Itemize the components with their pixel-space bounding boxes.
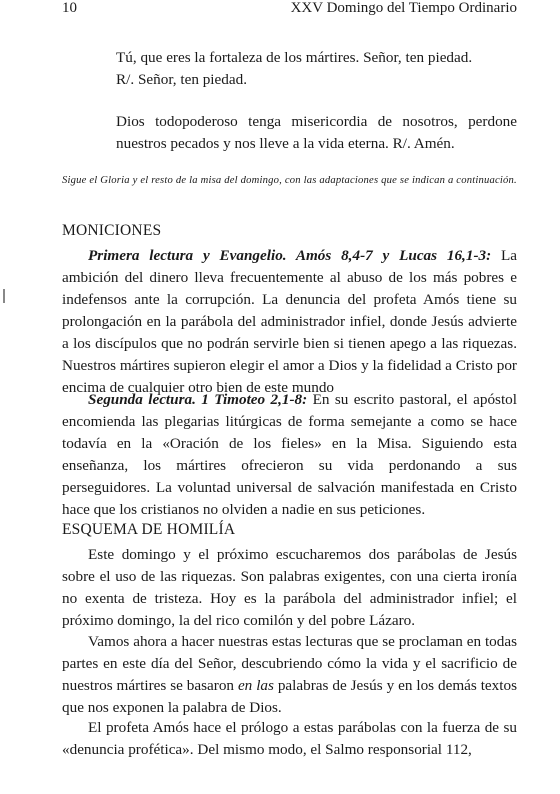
first-reading-label: Primera lectura y Evangelio. Amós 8,4-7 y Lucas 16,1-3: — [88, 247, 492, 264]
rubric-note — [62, 173, 517, 188]
margin-mark — [3, 289, 5, 303]
page-header — [62, 0, 517, 20]
invocation-line: Tú, que eres la fortaleza de los mártires. Señor, ten piedad. — [116, 49, 473, 66]
rubric-text: Sigue el Gloria y el resto de la misa del domingo, con las adaptaciones que se indican a continuación. — [62, 175, 517, 186]
homily-paragraph-2 — [62, 631, 517, 719]
homily-text-2a: Vamos ahora a hacer nuestras estas lecturas que se proclaman en todas partes en este día del Señor, descubriendo cómo la vida y el sacrificio de nuestros mártires se basaron — [62, 633, 517, 694]
running-title: XXV Domingo del Tiempo Ordinario — [290, 0, 517, 16]
second-reading-text: En su escrito pastoral, el apóstol encomienda las plegarias litúrgicas de forma semejante a como se hace todavía en la «Oración de los fieles» en la Misa. Siguiendo esta enseñanza, los mártires ofrecieron su vida perdonando a sus perseguidores. La voluntad universal de salvación manifestada en Cristo hace que los cristianos no olviden a nadie en sus peticiones. — [62, 391, 517, 518]
response-line: R/. Señor, ten piedad. — [116, 71, 247, 88]
homily-text-2-italic: en las — [237, 677, 274, 694]
second-reading-monition — [62, 389, 517, 521]
homily-text-3: El profeta Amós hace el prólogo a estas parábolas con la fuerza de su «denuncia profética». Del mismo modo, el Salmo responsorial 112, — [62, 719, 517, 758]
page-number: 10 — [62, 0, 77, 16]
homily-paragraph-1 — [62, 544, 517, 632]
moniciones-heading: MONICIONES — [62, 222, 162, 239]
homily-text-2b: palabras de Jesús y en los demás textos que nos exponen la palabra de Dios. — [62, 677, 517, 716]
first-reading-text: La ambición del dinero lleva frecuentemente al abuso de los más pobres e indefensos ante la corrupción. La denuncia del profeta Amós tiene su prolongación en la parábola del administrador infiel, donde Jesús advierte a los discípulos que no podrán servirle bien si tienen apego a las riquezas. Nuestros mártires supieron elegir el amor a Dios y la fidelidad a Cristo por encima de cualquier otro bien de este mundo — [62, 247, 517, 396]
homily-text-1: Este domingo y el próximo escucharemos dos parábolas de Jesús sobre el uso de las riquezas. Son palabras exigentes, con una cierta ironía no exenta de tristeza. Hoy es la parábola del administrador infiel; el próximo domingo, la del rico comilón y del pobre Lázaro. — [62, 546, 517, 629]
second-reading-label: Segunda lectura. 1 Timoteo 2,1-8: — [88, 391, 308, 408]
homilia-heading: ESQUEMA DE HOMILÍA — [62, 521, 236, 538]
absolution-prayer — [116, 111, 517, 155]
first-reading-monition — [62, 245, 517, 399]
penitential-invocation — [116, 47, 517, 91]
absolution-text: Dios todopoderoso tenga misericordia de nosotros, perdone nuestros pecados y nos lleve a la vida eterna. R/. Amén. — [116, 113, 517, 152]
homily-paragraph-3 — [62, 717, 517, 761]
